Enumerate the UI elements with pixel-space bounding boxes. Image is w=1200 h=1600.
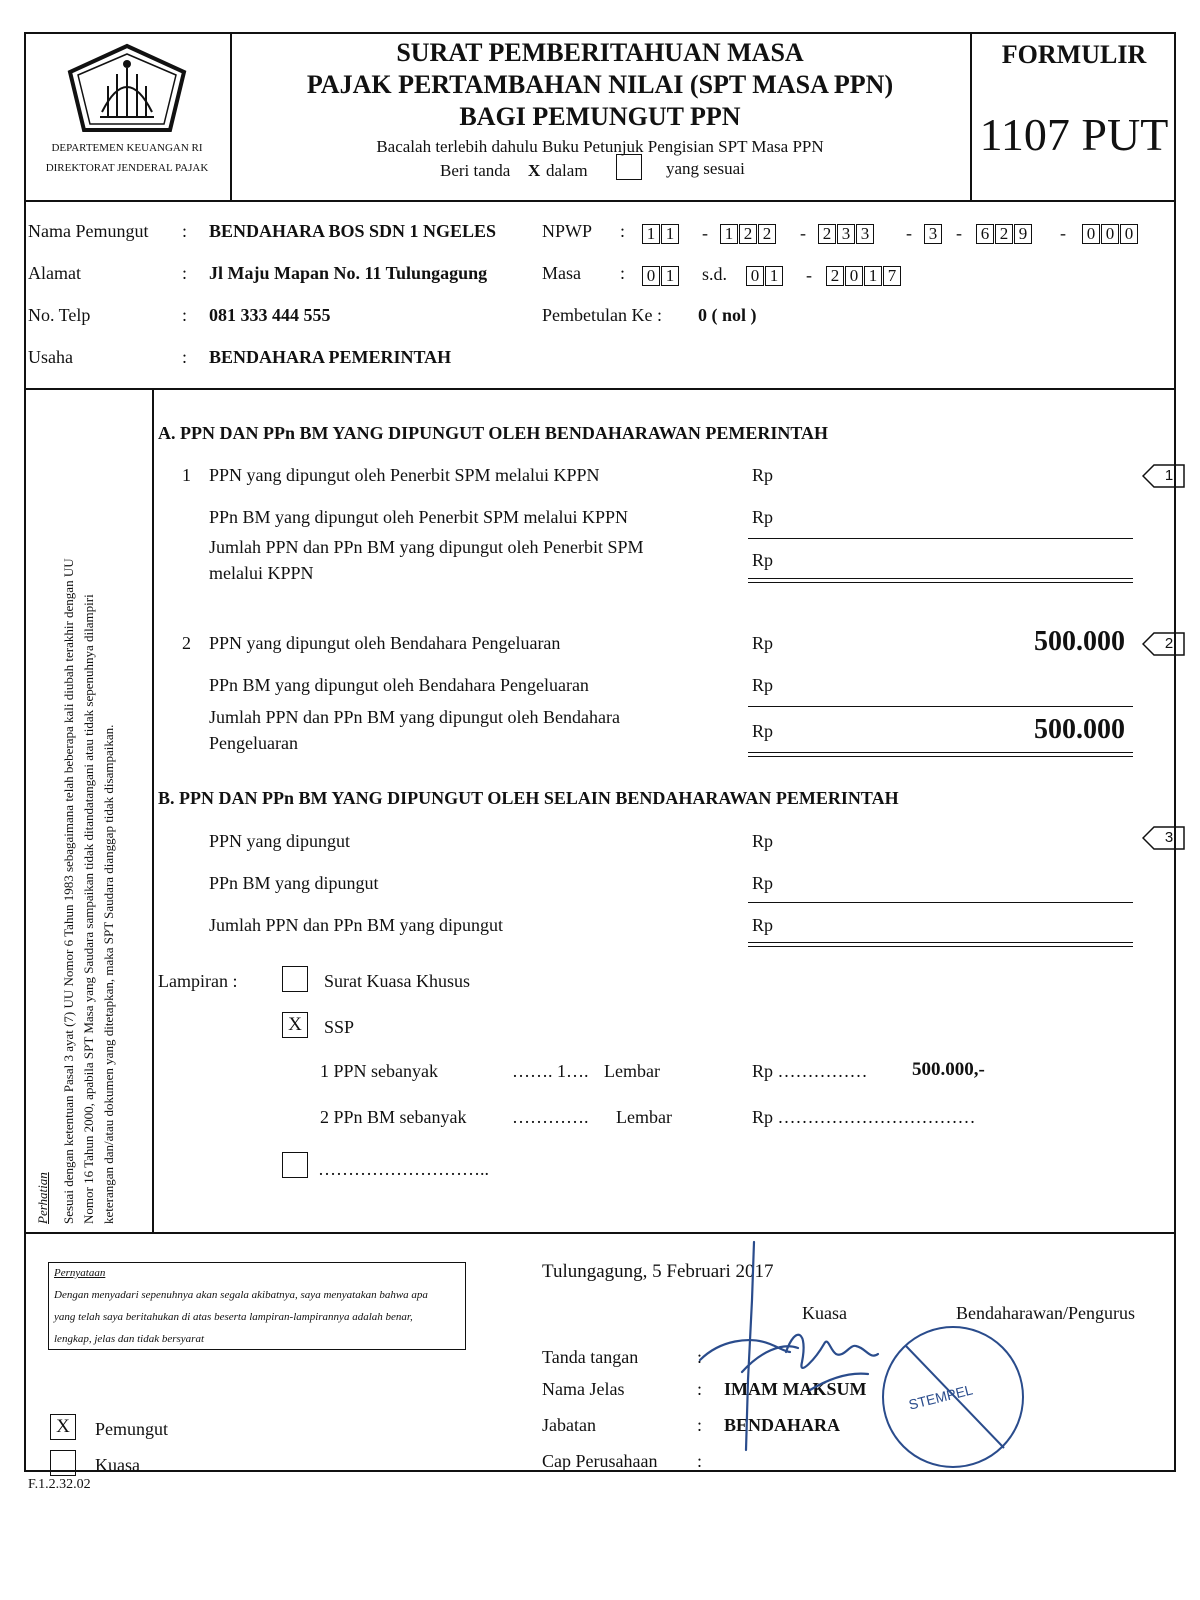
formulir-label: FORMULIR — [1001, 40, 1147, 69]
masa-sd: s.d. — [702, 264, 728, 284]
lampiran-label: Lampiran : — [158, 971, 238, 991]
item2-ppn-label: PPN yang dipungut oleh Bendahara Pengeluaran — [209, 633, 561, 653]
npwp-digit[interactable]: 6 — [976, 224, 994, 244]
npwp-digit[interactable]: 3 — [856, 224, 874, 244]
telp-label: No. Telp — [28, 305, 91, 325]
item1-ppnbm-label: PPn BM yang dipungut oleh Penerbit SPM melalui KPPN — [209, 507, 629, 527]
instruction-beri-tanda: Beri tanda — [440, 161, 511, 180]
place-date: Tulungagung, 5 Februari 2017 — [542, 1261, 774, 1282]
alamat-label: Alamat — [28, 263, 81, 283]
cap-label: Cap Perusahaan — [542, 1451, 658, 1471]
form-title-line-2: PAJAK PERTAMBAHAN NILAI (SPT MASA PPN) — [306, 70, 894, 99]
pembetulan-label: Pembetulan Ke : — [542, 305, 662, 325]
npwp-label: NPWP — [542, 221, 593, 241]
item2-total-double-line — [748, 752, 1133, 757]
npwp-dash: - — [702, 223, 708, 243]
lampiran-ppnbm-lembar: Lembar — [616, 1107, 672, 1127]
section-b-ppnbm-label: PPn BM yang dipungut — [209, 873, 379, 893]
item2-ppn-value: 500.000 — [1034, 626, 1125, 657]
statement-line-1: Dengan menyadari sepenuhnya akan segala akibatnya, saya menyatakan bahwa apa — [54, 1289, 428, 1301]
npwp-group-6[interactable] — [1082, 224, 1139, 244]
formulir-code: 1107 PUT — [979, 109, 1169, 160]
masa-label: Masa — [542, 263, 581, 283]
stamp-text: STEMPEL — [907, 1381, 975, 1413]
telp-value: 081 333 444 555 — [209, 305, 331, 325]
item2-total-rp: Rp — [752, 721, 774, 741]
item1-total-label-1: Jumlah PPN dan PPn BM yang dipungut oleh Penerbit SPM — [209, 537, 644, 557]
ministry-logo — [62, 42, 192, 137]
pointer-2-number: 2 — [1164, 635, 1174, 652]
section-a-title: A. PPN DAN PPn BM YANG DIPUNGUT OLEH BENDAHARAWAN PEMERINTAH — [158, 423, 829, 443]
tanda-tangan-label: Tanda tangan — [542, 1347, 639, 1367]
item2-ppn-rp: Rp — [752, 633, 774, 653]
pointer-1-number: 1 — [1164, 467, 1174, 484]
npwp-digit[interactable]: 2 — [739, 224, 757, 244]
masa-year[interactable] — [826, 266, 902, 286]
item1-ppn-label: PPN yang dipungut oleh Penerbit SPM melalui KPPN — [209, 465, 600, 485]
instruction-dalam: dalam — [546, 161, 588, 180]
cap-colon: : — [697, 1451, 703, 1471]
masa-from[interactable] — [642, 266, 680, 286]
alamat-value: Jl Maju Mapan No. 11 Tulungagung — [209, 263, 488, 283]
nama-colon: : — [182, 221, 188, 241]
telp-colon: : — [182, 305, 188, 325]
item2-ppnbm-rp: Rp — [752, 675, 774, 695]
item2-subtotal-line — [748, 706, 1133, 707]
item2-number: 2 — [182, 633, 191, 653]
npwp-digit[interactable]: 3 — [837, 224, 855, 244]
npwp-group-4[interactable] — [924, 224, 943, 244]
usaha-value: BENDAHARA PEMERINTAH — [209, 347, 452, 367]
handwritten-signature — [690, 1240, 910, 1460]
bendaharawan-column-label: Bendaharawan/Pengurus — [956, 1303, 1135, 1323]
usaha-label: Usaha — [28, 347, 73, 367]
item2-total-label-1: Jumlah PPN dan PPn BM yang dipungut oleh Bendahara — [209, 707, 620, 727]
other-attachment-dots: ……………………….. — [318, 1159, 489, 1179]
item2-total-label-2: Pengeluaran — [209, 733, 298, 753]
alamat-colon: : — [182, 263, 188, 283]
instruction-line-1: Bacalah terlebih dahulu Buku Petunjuk Pengisian SPT Masa PPN — [376, 137, 824, 156]
npwp-digit[interactable]: 9 — [1014, 224, 1032, 244]
surat-kuasa-label: Surat Kuasa Khusus — [324, 971, 470, 991]
section-b-total-label: Jumlah PPN dan PPn BM yang dipungut — [209, 915, 504, 935]
masa-digit[interactable]: 1 — [661, 266, 679, 286]
form-title-line-3: BAGI PEMUNGUT PPN — [459, 102, 741, 131]
masa-digit[interactable]: 0 — [746, 266, 764, 286]
npwp-group-3[interactable] — [818, 224, 875, 244]
kuasa-column-label: Kuasa — [802, 1303, 847, 1323]
npwp-digit[interactable]: 2 — [818, 224, 836, 244]
section-b-ppn-rp: Rp — [752, 831, 774, 851]
npwp-digit[interactable]: 1 — [720, 224, 738, 244]
item1-total-label-2: melalui KPPN — [209, 563, 314, 583]
item1-number: 1 — [182, 465, 191, 485]
lampiran-ppn-count: ……. 1…. — [512, 1061, 589, 1081]
npwp-digit[interactable]: 2 — [995, 224, 1013, 244]
side-note-divider — [152, 388, 154, 1234]
npwp-digit[interactable]: 1 — [642, 224, 660, 244]
lampiran-ppnbm-rp: Rp …………………………… — [752, 1107, 976, 1127]
instruction-x: X — [528, 161, 541, 180]
instruction-sample-box — [616, 154, 642, 180]
masa-colon: : — [620, 263, 626, 283]
masa-digit[interactable]: 1 — [864, 266, 882, 286]
pointer-1 — [1142, 464, 1186, 488]
ssp-label: SSP — [324, 1017, 355, 1037]
npwp-digit[interactable]: 1 — [661, 224, 679, 244]
item1-ppnbm-rp: Rp — [752, 507, 774, 527]
nama-jelas-label: Nama Jelas — [542, 1379, 625, 1399]
masa-to[interactable] — [746, 266, 784, 286]
masa-digit[interactable]: 0 — [845, 266, 863, 286]
tanda-tangan-colon: : — [697, 1347, 703, 1367]
section-b-total-double-line — [748, 942, 1133, 947]
pemungut-checkbox[interactable]: X — [50, 1414, 76, 1440]
ssp-checkbox[interactable]: X — [282, 1012, 308, 1038]
npwp-dash: - — [800, 223, 806, 243]
other-attachment-checkbox[interactable] — [282, 1152, 308, 1178]
masa-dash: - — [806, 265, 812, 285]
side-note-line-3: keterangan dan/atau dokumen yang ditetapkan, maka SPT Saudara dianggap tidak disampaikan. — [101, 724, 116, 1224]
pointer-3 — [1142, 826, 1186, 850]
npwp-digit[interactable]: 0 — [1120, 224, 1138, 244]
nama-value: BENDAHARA BOS SDN 1 NGELES — [209, 221, 497, 241]
masa-digit[interactable]: 2 — [826, 266, 844, 286]
npwp-colon: : — [620, 221, 626, 241]
npwp-digit[interactable]: 3 — [924, 224, 942, 244]
lampiran-ppn-line: 1 PPN sebanyak — [320, 1061, 438, 1081]
lampiran-ppn-rp: Rp …………… — [752, 1061, 868, 1081]
jabatan-label: Jabatan — [542, 1415, 596, 1435]
jabatan-value: BENDAHARA — [724, 1415, 841, 1435]
item1-subtotal-line — [748, 538, 1133, 539]
usaha-colon: : — [182, 347, 188, 367]
nama-label: Nama Pemungut — [28, 221, 149, 241]
section-b-ppnbm-rp: Rp — [752, 873, 774, 893]
item1-ppn-rp: Rp — [752, 465, 774, 485]
pembetulan-value: 0 ( nol ) — [698, 305, 757, 325]
npwp-dash: - — [1060, 223, 1066, 243]
item2-ppnbm-label: PPn BM yang dipungut oleh Bendahara Pengeluaran — [209, 675, 589, 695]
lampiran-ppnbm-count: …………. — [512, 1107, 589, 1127]
section-b-total-rp: Rp — [752, 915, 774, 935]
section-b-title: B. PPN DAN PPn BM YANG DIPUNGUT OLEH SELAIN BENDAHARAWAN PEMERINTAH — [158, 788, 899, 808]
npwp-digit[interactable]: 2 — [758, 224, 776, 244]
pointer-3-number: 3 — [1164, 829, 1174, 846]
npwp-digit[interactable]: 0 — [1101, 224, 1119, 244]
npwp-dash: - — [956, 223, 962, 243]
section-b-ppn-label: PPN yang dipungut — [209, 831, 351, 851]
item2-total-value: 500.000 — [1034, 714, 1125, 745]
statement-title: Pernyataan — [54, 1267, 106, 1279]
kuasa-checkbox[interactable] — [50, 1450, 76, 1476]
masa-digit[interactable]: 1 — [765, 266, 783, 286]
npwp-group-1[interactable] — [642, 224, 680, 244]
npwp-digit[interactable]: 0 — [1082, 224, 1100, 244]
jabatan-colon: : — [697, 1415, 703, 1435]
side-note-title: Perhatian — [35, 1172, 50, 1224]
pointer-2 — [1142, 632, 1186, 656]
item1-total-rp: Rp — [752, 550, 774, 570]
npwp-group-2[interactable] — [720, 224, 777, 244]
form-title-line-1: SURAT PEMBERITAHUAN MASA — [396, 38, 804, 67]
section-b-subtotal-line — [748, 902, 1133, 903]
masa-digit[interactable]: 0 — [642, 266, 660, 286]
statement-line-3: lengkap, jelas dan tidak bersyarat — [54, 1333, 205, 1345]
nama-jelas-colon: : — [697, 1379, 703, 1399]
side-note-line-2: Nomor 16 Tahun 2000, apabila SPT Masa yang Saudara sampaikan tidak ditandatangani atau tidak sepenuhnya dilampiri — [81, 594, 96, 1224]
agency-line-2: DIREKTORAT JENDERAL PAJAK — [45, 162, 209, 174]
nama-jelas-value: IMAM MAKSUM — [724, 1379, 867, 1399]
lampiran-ppn-lembar: Lembar — [604, 1061, 660, 1081]
lampiran-ppnbm-line: 2 PPn BM sebanyak — [320, 1107, 467, 1127]
form-code-footer: F.1.2.32.02 — [28, 1477, 91, 1492]
item1-total-double-line — [748, 578, 1133, 583]
masa-digit[interactable]: 7 — [883, 266, 901, 286]
garuda-emblem-icon — [62, 42, 192, 137]
instruction-yang-sesuai: yang sesuai — [666, 159, 745, 178]
lampiran-ppn-amount: 500.000,- — [912, 1059, 985, 1080]
side-note — [28, 392, 148, 1230]
pemungut-label: Pemungut — [95, 1419, 169, 1439]
kuasa-role-label: Kuasa — [95, 1455, 140, 1475]
statement-line-2: yang telah saya beritahukan di atas beserta lampiran-lampirannya adalah benar, — [54, 1311, 413, 1323]
agency-line-1: DEPARTEMEN KEUANGAN RI — [51, 142, 203, 154]
side-note-line-1: Sesuai dengan ketentuan Pasal 3 ayat (7) UU Nomor 6 Tahun 1983 sebagaimana telah beberapa kali diubah terakhir dengan UU — [61, 558, 76, 1224]
npwp-group-5[interactable] — [976, 224, 1033, 244]
surat-kuasa-checkbox[interactable] — [282, 966, 308, 992]
npwp-dash: - — [906, 223, 912, 243]
